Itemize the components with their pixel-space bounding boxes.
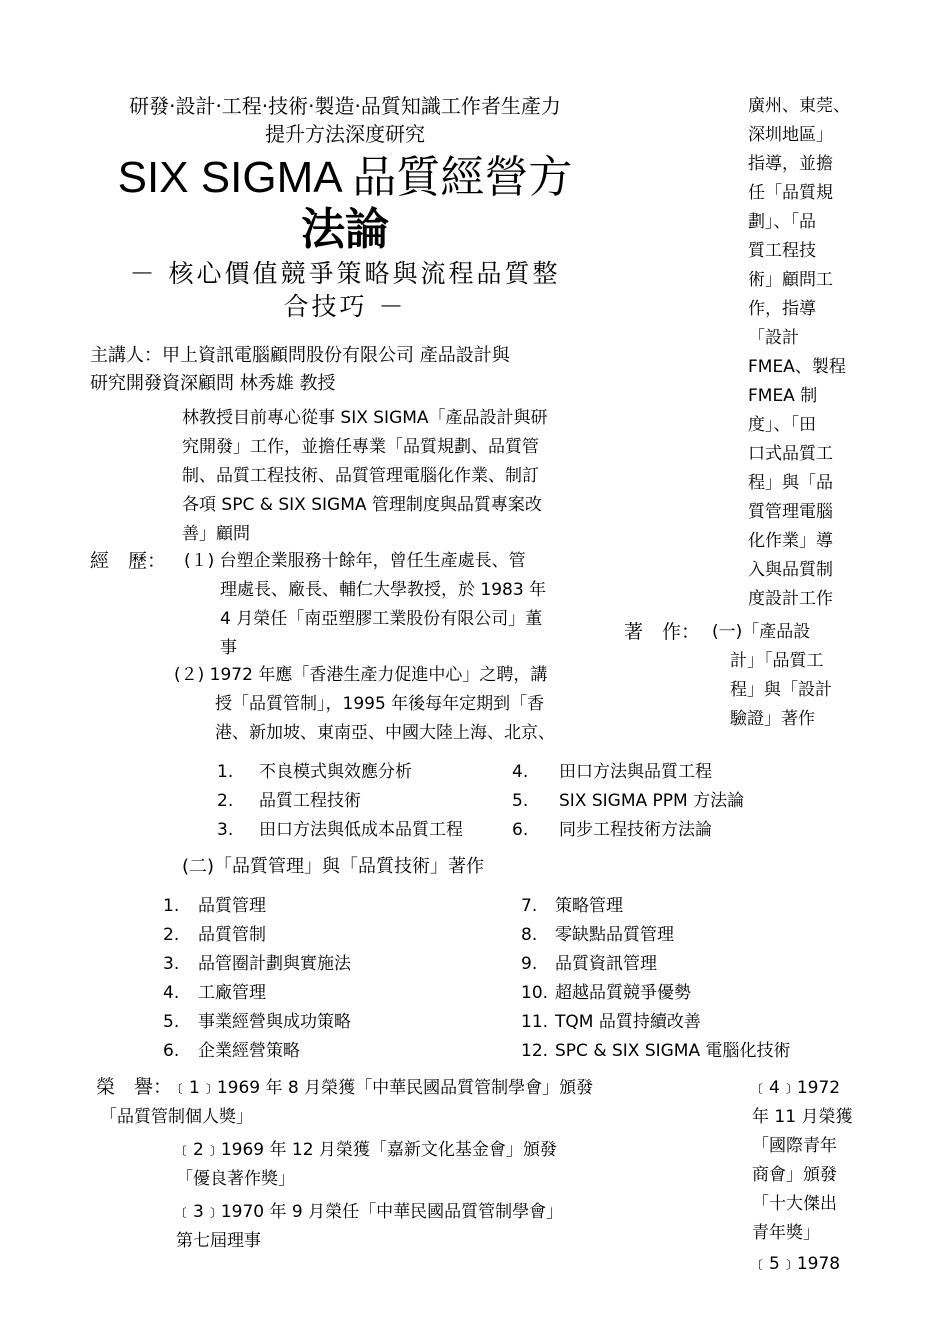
list1-item (217, 816, 463, 845)
list2-item (521, 979, 691, 1008)
right-column-line: 質管理電腦 (748, 502, 833, 522)
speaker-line-1: 主講人：甲上資訊電腦顧問股份有限公司 產品設計與 (90, 345, 510, 366)
experience-item-2-line: 港、新加坡、東南亞、中國大陸上海、北京、 (215, 723, 555, 743)
list1-item (512, 787, 744, 816)
honor-4-line: 青年獎」 (752, 1223, 820, 1243)
honor-1-line-1: ﹝1﹞1969 年 8 月榮獲「中華民國品質管制學會」頒發 (172, 1078, 594, 1098)
list2-item (521, 1037, 791, 1066)
honor-3-line-2: 第七屆理事 (176, 1231, 261, 1251)
works-line: 驗證」著作 (730, 709, 815, 729)
list2-item (521, 892, 623, 921)
list2-number: 3. (163, 954, 180, 974)
bio (182, 404, 602, 549)
list1-item (512, 758, 712, 787)
experience-item-2-line: 授「品質管制」，1995 年後每年定期到「香 (215, 694, 545, 714)
list2-text: 品管圈計劃與實施法 (198, 954, 351, 974)
right-column-line: 術」顧問工 (748, 270, 833, 290)
subtitle-line-2: 合技巧 － (283, 292, 407, 321)
list1-text: SIX SIGMA PPM 方法論 (559, 791, 745, 811)
bio-line: 善」顧問 (182, 524, 250, 544)
right-column-line: 度」、「田 (748, 415, 816, 435)
works-line: 計」「品質工 (730, 651, 824, 671)
right-column-line: 度設計工作 (748, 589, 833, 609)
honor-4 (752, 1074, 882, 1248)
list2-number: 12. (521, 1041, 549, 1061)
list2-number: 11. (521, 1012, 549, 1032)
right-column-line: 廣州、東莞、 (748, 96, 850, 116)
list2-text: 品質管理 (198, 896, 266, 916)
list2-number: 6. (163, 1041, 180, 1061)
works-line: 程」與「設計 (730, 680, 832, 700)
right-column-line: 作，指導 (748, 299, 816, 319)
list2-number: 2. (163, 925, 180, 945)
honor-2-line-1: ﹝2﹞1969 年 12 月榮獲「嘉新文化基金會」頒發 (176, 1140, 557, 1160)
list2-item (163, 979, 266, 1008)
list2-item (163, 1008, 351, 1037)
list2-number: 5. (163, 1012, 180, 1032)
honor-1-line-2: 「品質管制個人獎」 (100, 1107, 253, 1127)
right-column-line: 任「品質規 (748, 183, 833, 203)
experience-item-2-line: (２) 1972 年應「香港生產力促進中心」之聘，講 (174, 665, 548, 685)
list1-number: 5. (512, 791, 529, 811)
honors-label: 榮 譽： (96, 1076, 173, 1098)
honor-5: ﹝5﹞1978 (752, 1254, 841, 1274)
list2-text: 超越品質競爭優勢 (555, 983, 691, 1003)
right-column-line: 質工程技 (748, 241, 816, 261)
list2-text: 事業經營與成功策略 (198, 1012, 351, 1032)
list2-text: 零缺點品質管理 (555, 925, 674, 945)
list2-text: TQM 品質持續改善 (555, 1012, 701, 1032)
title-line-2: 法論 (301, 205, 389, 254)
header-line-1: 研發‧設計‧工程‧技術‧製造‧品質知識工作者生產力 (129, 94, 561, 118)
honor-4-line: 商會」頒發 (752, 1165, 837, 1185)
experience-item-1-line: (１) 台塑企業服務十餘年，曾任生產處長、管 (184, 551, 526, 571)
list2-text: 品質資訊管理 (555, 954, 657, 974)
list2-item (163, 892, 266, 921)
list1-number: 1. (217, 762, 234, 782)
list2-text: SPC & SIX SIGMA 電腦化技術 (555, 1041, 791, 1061)
experience-item-1-line: 事 (220, 638, 237, 658)
honor-4-line: 「十大傑出 (752, 1194, 837, 1214)
honor-3-line-1: ﹝3﹞1970 年 9 月榮任「中華民國品質管制學會」 (176, 1202, 564, 1222)
list2-number: 9. (521, 954, 538, 974)
list1-number: 6. (512, 820, 529, 840)
list1-text: 品質工程技術 (259, 791, 361, 811)
list2-item (163, 1037, 300, 1066)
list1-item (512, 816, 712, 845)
honor-4-line: ﹝4﹞1972 (752, 1078, 841, 1098)
honor-4-line: 「國際青年 (752, 1136, 837, 1156)
right-column-line: 化作業」導 (748, 531, 833, 551)
list1-text: 田口方法與品質工程 (559, 762, 712, 782)
list2-text: 工廠管理 (198, 983, 266, 1003)
works-label: 著 作： (624, 621, 701, 643)
experience-item-1-line: 4 月榮任「南亞塑膠工業股份有限公司」董 (220, 609, 543, 629)
title-line-1: SIX SIGMA 品質經營方 (117, 153, 573, 202)
right-column-line: 「設計 (748, 328, 799, 348)
right-column-line: 劃」、「品 (748, 212, 816, 232)
list1-item (217, 758, 412, 787)
works2-heading: (二)「品質管理」與「品質技術」著作 (182, 856, 485, 877)
experience-label: 經 歷： (90, 550, 167, 572)
list1-item (217, 787, 361, 816)
right-column-line: 指導，並擔 (748, 154, 833, 174)
bio-line: 各項 SPC & SIX SIGMA 管理制度與品質專案改 (182, 495, 542, 515)
list1-text: 同步工程技術方法論 (559, 820, 712, 840)
list2-text: 策略管理 (555, 896, 623, 916)
list2-item (163, 950, 351, 979)
list1-number: 3. (217, 820, 234, 840)
bio-line: 制、品質工程技術、品質管理電腦化作業、制訂 (182, 466, 539, 486)
right-column-line: FMEA、製程 (748, 357, 846, 377)
list1-text: 不良模式與效應分析 (259, 762, 412, 782)
honor-2-line-2: 「優良著作獎」 (176, 1169, 295, 1189)
list2-number: 1. (163, 896, 180, 916)
right-column-line: 程」與「品 (748, 473, 833, 493)
header-line-2: 提升方法深度研究 (265, 122, 425, 146)
right-column-line: 深圳地區」 (748, 125, 833, 145)
works-first-line: (一)「產品設 (712, 622, 811, 642)
right-column-line: FMEA 制 (748, 386, 818, 406)
list2-number: 10. (521, 983, 549, 1003)
subtitle-line-1: － 核心價值競爭策略與流程品質整 (129, 259, 561, 288)
list1-number: 4. (512, 762, 529, 782)
experience-item-1-line: 理處長、廠長、輔仁大學教授，於 1983 年 (220, 580, 547, 600)
list1-number: 2. (217, 791, 234, 811)
list2-number: 8. (521, 925, 538, 945)
list2-item (521, 950, 657, 979)
bio-line: 林教授目前專心從事 SIX SIGMA「產品設計與研 (182, 408, 548, 428)
right-column-line: 入與品質制 (748, 560, 833, 580)
bio-line: 究開發」工作，並擔任專業「品質規劃、品質管 (182, 437, 539, 457)
right-column-line: 口式品質工 (748, 444, 833, 464)
honor-4-line: 年 11 月榮獲 (752, 1107, 853, 1127)
speaker-line-2: 研究開發資深顧問 林秀雄 教授 (90, 373, 336, 394)
list2-text: 品質管制 (198, 925, 266, 945)
list2-text: 企業經營策略 (198, 1041, 300, 1061)
list1-text: 田口方法與低成本品質工程 (259, 820, 463, 840)
list2-item (163, 921, 266, 950)
list2-item (521, 921, 674, 950)
list2-number: 7. (521, 896, 538, 916)
list2-item (521, 1008, 701, 1037)
list2-number: 4. (163, 983, 180, 1003)
right-column (748, 92, 878, 614)
